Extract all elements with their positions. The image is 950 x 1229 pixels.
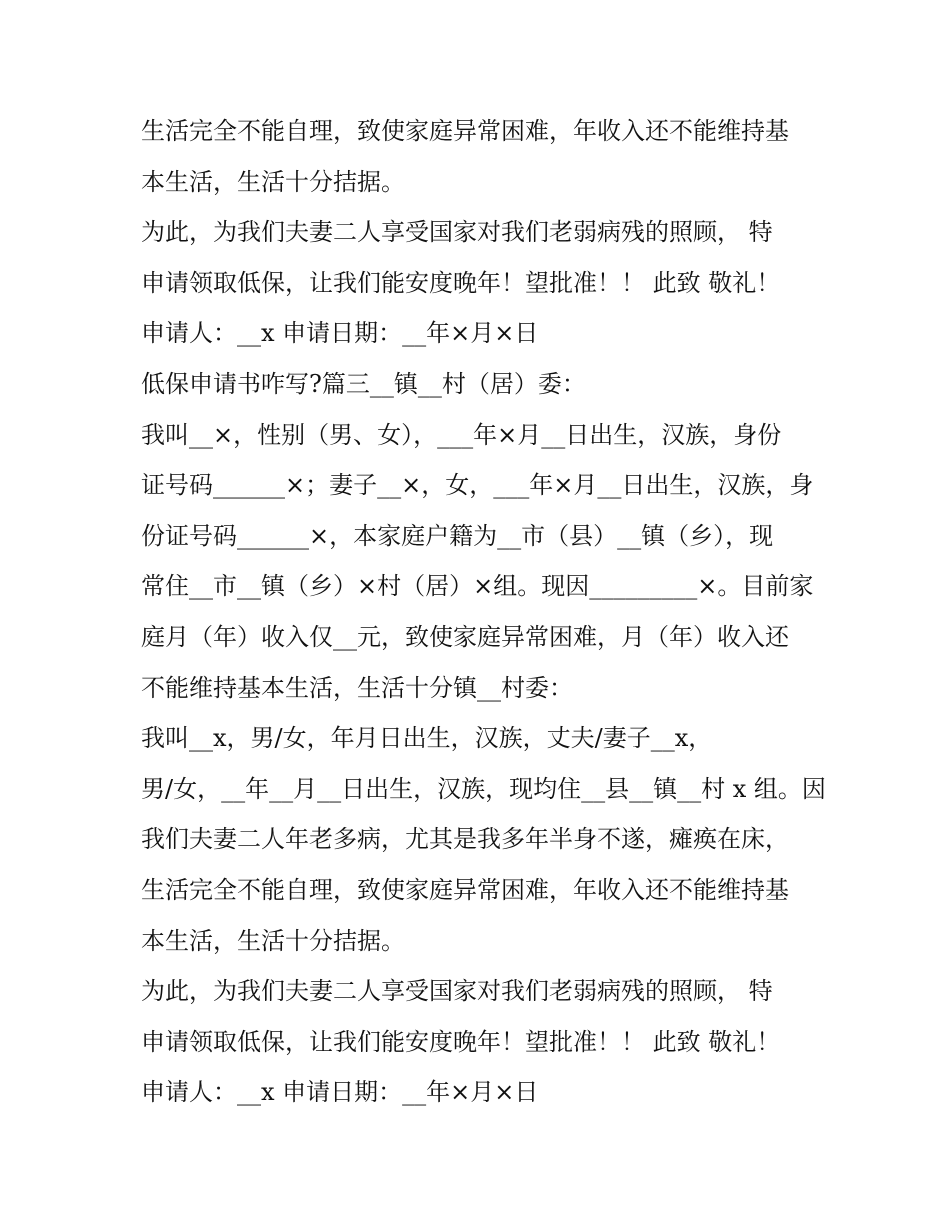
text-line: 申请领取低保，让我们能安度晚年！望批准！！ 此致 敬礼！ xyxy=(141,268,781,297)
text-line: 为此，为我们夫妻二人享受国家对我们老弱病残的照顾， 特 xyxy=(141,218,773,247)
text-line: 不能维持基本生活，生活十分镇__村委： xyxy=(141,673,573,702)
signature-line: 申请人：__x 申请日期：__年×月×日 xyxy=(141,319,539,348)
text-line: 份证号码______×，本家庭户籍为__市（县）__镇（乡），现 xyxy=(141,521,774,550)
text-line: 生活完全不能自理，致使家庭异常困难，年收入还不能维持基 xyxy=(141,875,789,904)
text-line: 本生活，生活十分拮据。 xyxy=(141,167,405,196)
text-line: 常住__市__镇（乡）×村（居）×组。现因_________×。目前家 xyxy=(141,572,814,601)
text-line: 申请领取低保，让我们能安度晚年！望批准！！ 此致 敬礼！ xyxy=(141,1027,781,1056)
text-line: 男/女，__年__月__日出生，汉族，现均住__县__镇__村 x 组。因 xyxy=(141,774,826,803)
text-line: 生活完全不能自理，致使家庭异常困难，年收入还不能维持基 xyxy=(141,117,789,145)
text-line: 我叫__x，男/女，年月日出生，汉族，丈夫/妻子__x， xyxy=(141,724,713,753)
text-line: 为此，为我们夫妻二人享受国家对我们老弱病残的照顾， 特 xyxy=(141,977,773,1006)
text-line: 证号码______×；妻子__×，女，___年×月__日出生，汉族，身 xyxy=(141,471,814,500)
section-heading: 低保申请书咋写?篇三__镇__村（居）委： xyxy=(141,369,586,398)
document-page xyxy=(141,106,831,1118)
signature-line: 申请人：__x 申请日期：__年×月×日 xyxy=(141,1078,539,1107)
text-line: 我叫__×，性别（男、女），___年×月__日出生，汉族，身份 xyxy=(141,420,782,449)
text-line: 本生活，生活十分拮据。 xyxy=(141,926,405,955)
text-line: 我们夫妻二人年老多病，尤其是我多年半身不遂，瘫痪在床， xyxy=(141,825,789,854)
text-line: 庭月（年）收入仅__元，致使家庭异常困难，月（年）收入还 xyxy=(141,622,789,651)
